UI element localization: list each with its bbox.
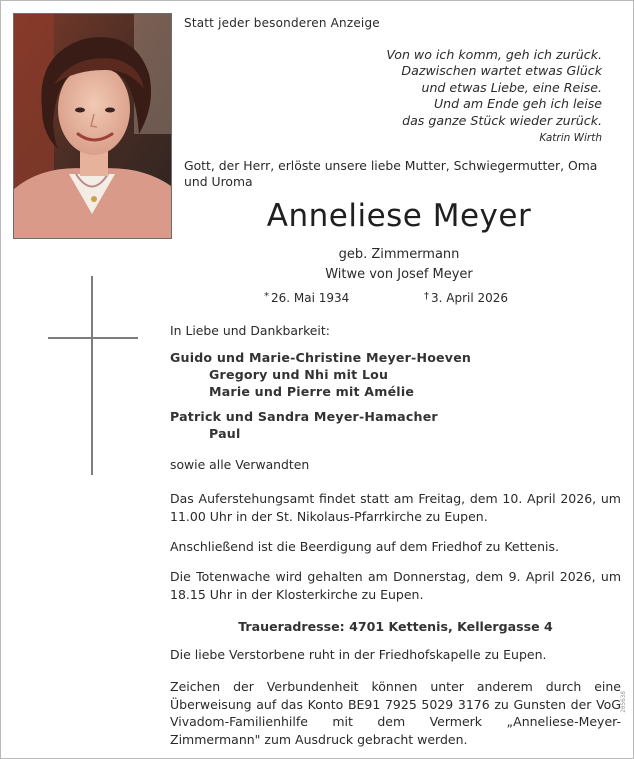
poem-line: Und am Ende geh ich leise: [433, 96, 602, 112]
burial-paragraph: Anschließend ist die Beerdigung auf dem Friedhof zu Kettenis.: [170, 539, 560, 554]
intro-line: Statt jeder besonderen Anzeige: [184, 16, 380, 30]
deceased-name: Anneliese Meyer: [266, 198, 532, 234]
birth-date: [264, 291, 349, 305]
poem-line: und etwas Liebe, eine Reise.: [421, 79, 602, 95]
rest-paragraph: Die liebe Verstorbene ruht in der Friedhofskapelle zu Eupen.: [170, 647, 547, 662]
death-symbol: †: [424, 291, 429, 302]
mourning-address: Traueradresse: 4701 Kettenis, Kellergasse 4: [238, 619, 553, 634]
cross-icon: [91, 276, 93, 475]
death-date: [424, 291, 508, 305]
widow-line: Witwe von Josef Meyer: [325, 267, 473, 282]
family-member: Gregory und Nhi mit Lou: [209, 367, 389, 382]
family-head: Patrick und Sandra Meyer-Hamacher: [170, 409, 438, 424]
family-head: Guido und Marie-Christine Meyer-Hoeven: [170, 350, 472, 365]
cross-icon-bar: [48, 337, 138, 339]
portrait-photo: [13, 13, 172, 239]
reference-code: 205638: [620, 691, 627, 713]
family-member: Paul: [209, 426, 241, 441]
donation-paragraph: Zeichen der Verbundenheit können unter anderem durch eine Überweisung auf das Konto BE91 7925 5029 3176 zu Gunsten der VoG Vivadom-Familienhilfe mit dem Vermerk „Anneliese-Meyer-Zimmermann" zum Ausdruck gebracht werden.: [170, 679, 621, 747]
family-member: Marie und Pierre mit Amélie: [209, 384, 415, 399]
birth-date-text: 26. Mai 1934: [271, 291, 350, 305]
poem-line: Von wo ich komm, geh ich zurück.: [386, 47, 602, 62]
service-paragraph: Das Auferstehungsamt findet statt am Freitag, dem 10. April 2026, um 11.00 Uhr in der St. Nikolaus-Pfarrkirche zu Eupen.: [170, 491, 621, 524]
poem: [331, 47, 602, 146]
wake-paragraph: Die Totenwache wird gehalten am Donnerstag, dem 9. April 2026, um 18.15 Uhr in der Klosterkirche zu Eupen.: [170, 569, 621, 602]
birth-name: geb. Zimmermann: [338, 247, 460, 262]
poem-line: Dazwischen wartet etwas Glück: [401, 63, 602, 79]
gratitude-line: In Liebe und Dankbarkeit:: [170, 323, 330, 338]
portrait-image: [14, 14, 171, 238]
announcement: Gott, der Herr, erlöste unsere liebe Mutter, Schwiegermutter, Oma und Uroma: [184, 158, 598, 189]
death-date-text: 3. April 2026: [431, 291, 509, 305]
relatives-line: sowie alle Verwandten: [170, 457, 310, 472]
poem-author: Katrin Wirth: [539, 132, 602, 145]
poem-line: das ganze Stück wieder zurück.: [402, 112, 602, 128]
birth-symbol: *: [264, 291, 269, 302]
